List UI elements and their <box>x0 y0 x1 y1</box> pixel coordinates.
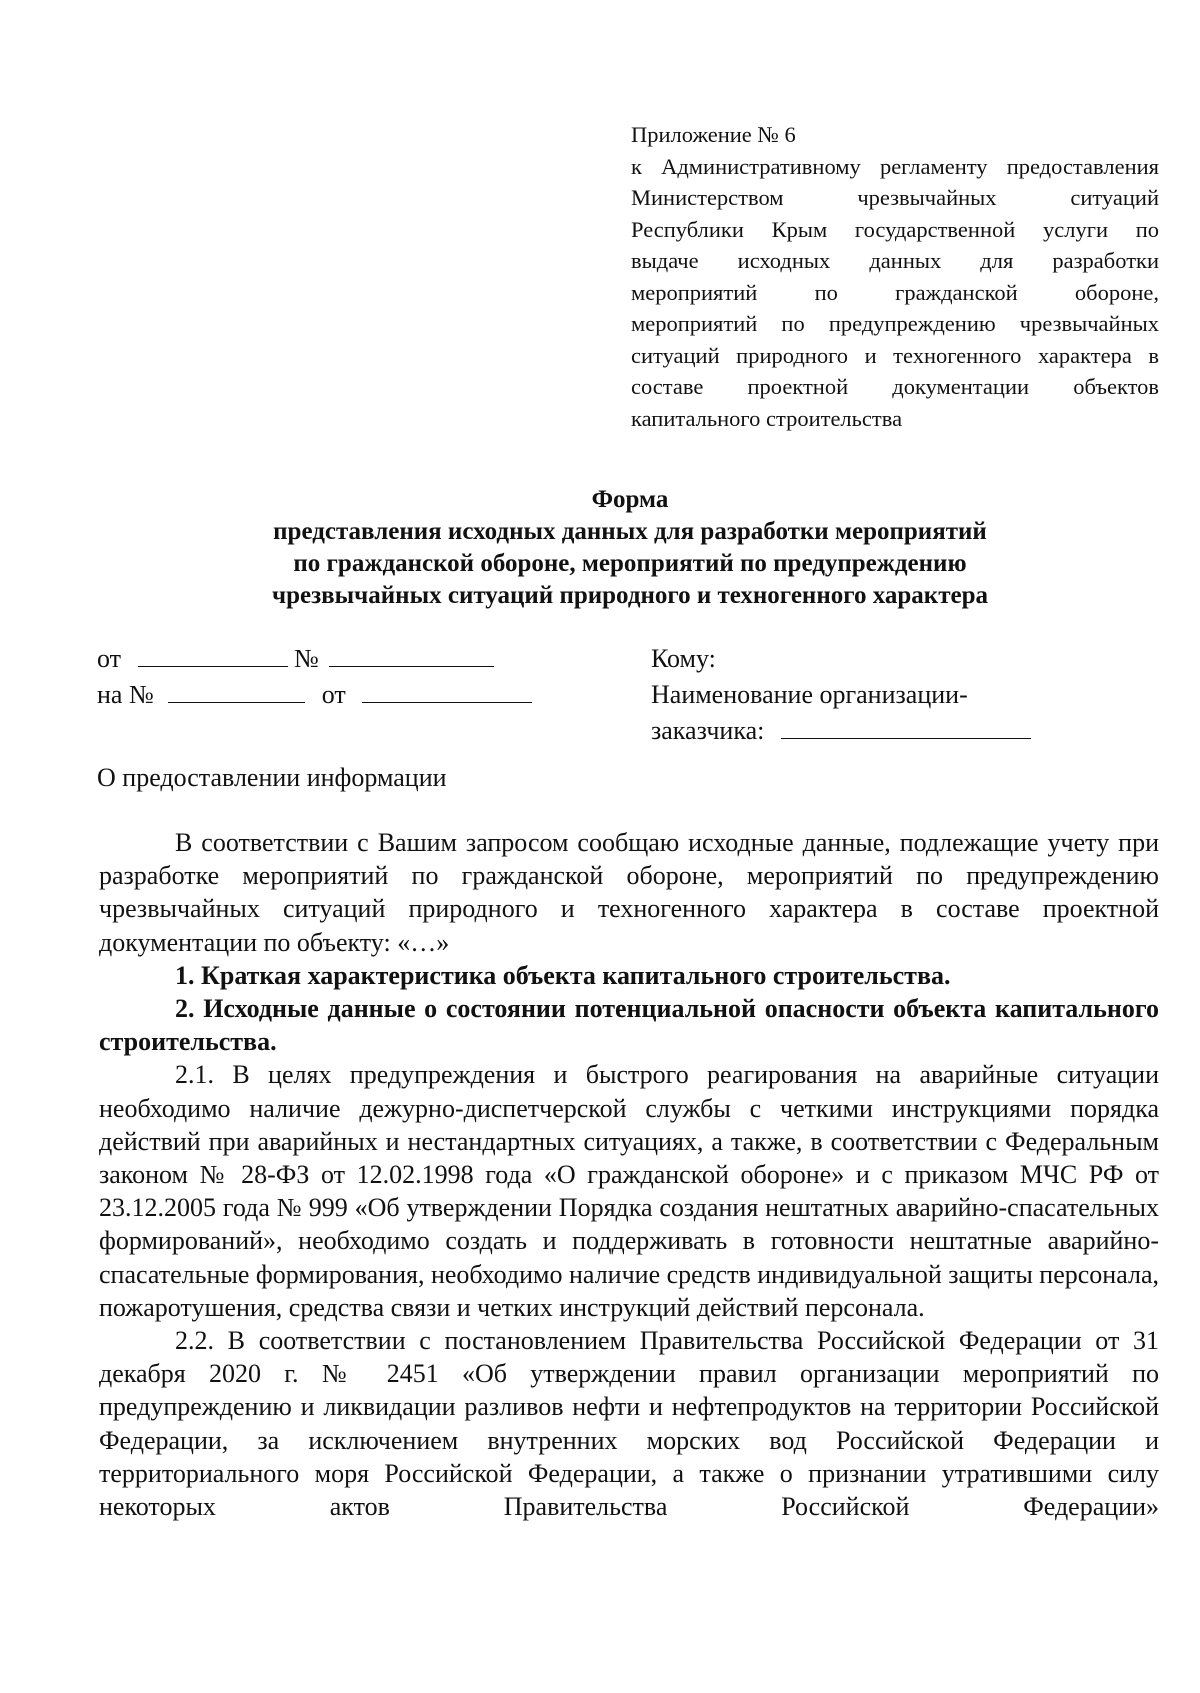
appendix-line: составе проектной документации объектов <box>631 374 1159 399</box>
customer-row <box>651 713 1071 749</box>
letter-subject: О предоставлении информации <box>97 763 447 792</box>
appendix-line: капитального строительства <box>631 405 903 431</box>
form-title-line: представления исходных данных для разработки мероприятий <box>273 518 987 545</box>
from-date-blank[interactable] <box>138 644 288 667</box>
form-heading: Форма <box>591 486 669 513</box>
form-title-line: по гражданской обороне, мероприятий по предупреждению <box>293 550 967 577</box>
section-heading-2: 2. Исходные данные о состоянии потенциальной опасности объекта капитального строительства. <box>99 994 1159 1057</box>
form-title <box>100 484 1160 612</box>
appendix-line: мероприятий по гражданской обороне, <box>631 279 1159 305</box>
appendix-number: Приложение № 6 <box>631 122 796 147</box>
appendix-line: Министерством чрезвычайных ситуаций <box>631 185 1159 210</box>
incoming-requisites-row <box>97 677 537 713</box>
intro-paragraph: В соответствии с Вашим запросом сообщаю исходные данные, подлежащие учету при разработке мероприятий по гражданской обороне, мероприятий по предупреждению чрезвычайных ситуаций природного и техногенного характера в составе проектной документации по объекту: «…» <box>99 828 1159 957</box>
in-reply-number-label: на № <box>97 680 154 709</box>
in-reply-number-blank[interactable] <box>168 680 305 703</box>
letter-body <box>99 826 1159 1523</box>
appendix-line: к Административному регламенту предоставления <box>631 153 1159 179</box>
from-date-label: от <box>97 644 122 673</box>
form-title-line: чрезвычайных ситуаций природного и техногенного характера <box>272 582 988 609</box>
document-requisites <box>97 641 537 713</box>
paragraph-2-2: 2.2. В соответствии с постановлением Правительства Российской Федерации от 31 декабря 2020 г. № 2451 «Об утверждении правил организации мероприятий по предупреждению и ликвидации разливов нефти и нефтепродуктов на территории Российской Федерации, за исключением внутренних морских вод Российской Федерации и территориального моря Российской Федерации, а также о признании утратившими силу некоторых актов Правительства Российской Федерации» <box>99 1326 1159 1522</box>
in-reply-date-blank[interactable] <box>362 680 532 703</box>
customer-blank[interactable] <box>781 716 1031 739</box>
in-reply-date-label: от <box>321 680 346 709</box>
number-label: № <box>294 644 319 673</box>
appendix-line: Республики Крым государственной услуги по <box>631 216 1159 242</box>
outgoing-requisites-row <box>97 641 537 677</box>
to-label: Кому: <box>651 644 716 673</box>
appendix-line: мероприятий по предупреждению чрезвычайных <box>631 311 1159 336</box>
addressee-block <box>651 641 1071 749</box>
appendix-line: выдаче исходных данных для разработки <box>631 248 1159 273</box>
org-label: Наименование организации- <box>651 680 968 709</box>
customer-label: заказчика: <box>651 716 765 745</box>
section-heading-1: 1. Краткая характеристика объекта капитального строительства. <box>175 960 951 990</box>
paragraph-2-1: 2.1. В целях предупреждения и быстрого реагирования на аварийные ситуации необходимо наличие дежурно-диспетчерской службы с четкими инструкциями порядка действий при аварийных и нестандартных ситуациях, а также, в соответствии с Федеральным законом № 28-ФЗ от 12.02.1998 года «О гражданской обороне» и с приказом МЧС РФ от 23.12.2005 года № 999 «Об утверждении Порядка создания нештатных аварийно-спасательных формирований», необходимо создать и поддерживать в готовности нештатные аварийно-спасательные формирования, необходимо наличие средств индивидуальной защиты персонала, пожаротушения, средства связи и четких инструкций действий персонала. <box>99 1060 1159 1322</box>
number-blank[interactable] <box>329 644 494 667</box>
appendix-line: ситуаций природного и техногенного характера в <box>631 342 1159 368</box>
appendix-header <box>631 119 1159 434</box>
